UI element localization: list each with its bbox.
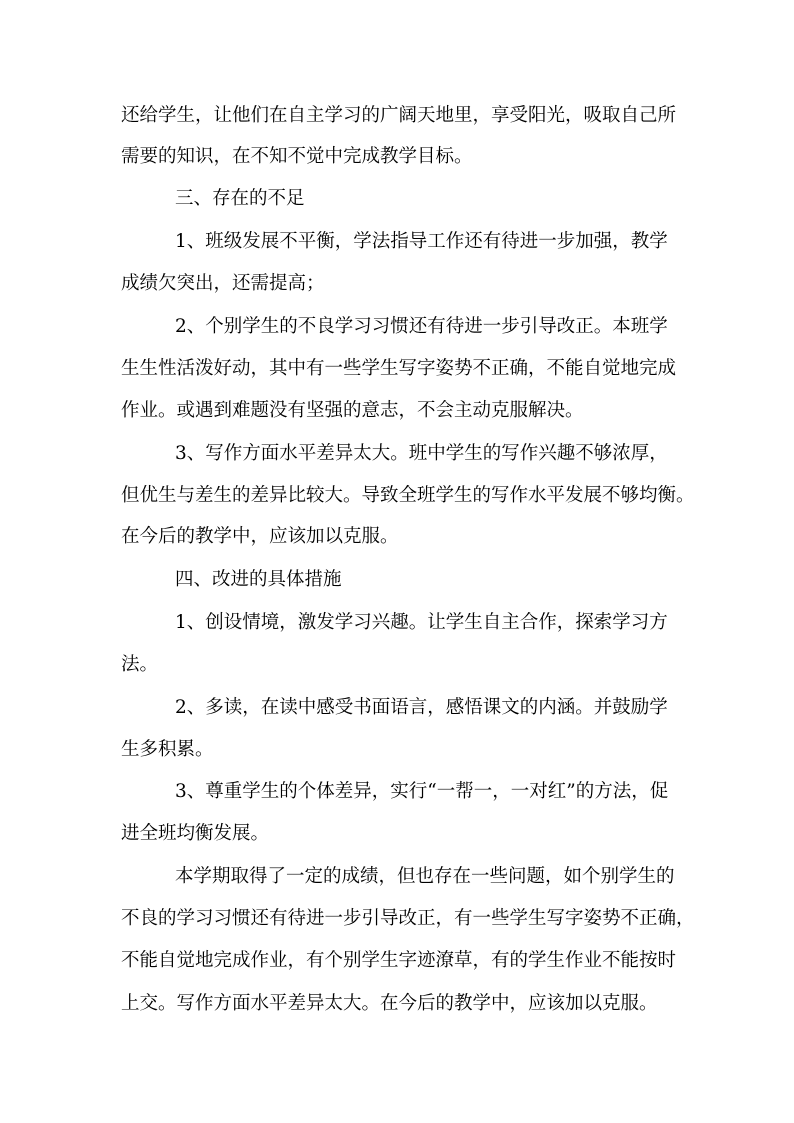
line-text: 作业。或遇到难题没有坚强的意志，不会主动克服解决。	[121, 400, 584, 421]
paragraph-line	[0, 605, 794, 641]
paragraph-line	[0, 732, 794, 768]
line-text: 上交。写作方面水平差异太大。在今后的教学中，应该加以克服。	[121, 993, 658, 1014]
line-text: 3、写作方面水平差异太大。班中学生的写作兴趣不够浓厚，	[175, 443, 668, 464]
paragraph-line	[0, 859, 794, 895]
line-text: 需要的知识，在不知不觉中完成教学目标。	[121, 146, 473, 167]
paragraph-line	[0, 816, 794, 852]
line-text: 成绩欠突出，还需提高；	[121, 273, 325, 294]
paragraph-line	[0, 393, 794, 429]
paragraph-line	[0, 139, 794, 175]
line-text: 本学期取得了一定的成绩，但也存在一些问题，如个别学生的	[175, 866, 675, 887]
line-text: 不能自觉地完成作业，有个别学生字迹潦草，有的学生作业不能按时	[121, 950, 677, 971]
paragraph-line	[0, 309, 794, 345]
line-text: 1、班级发展不平衡，学法指导工作还有待进一步加强，教学	[175, 231, 668, 252]
paragraph-line	[0, 986, 794, 1022]
paragraph-line	[0, 266, 794, 302]
line-text: 还给学生，让他们在自主学习的广阔天地里，享受阳光，吸取自己所	[121, 105, 677, 126]
line-text: 1、创设情境，激发学习兴趣。让学生自主合作，探索学习方	[175, 612, 668, 633]
section-heading	[0, 562, 794, 598]
paragraph-line	[0, 647, 794, 683]
line-text: 但优生与差生的差异比较大。导致全班学生的写作水平发展不够均衡。	[121, 485, 695, 506]
line-text: 在今后的教学中，应该加以克服。	[121, 526, 399, 547]
line-text: 法。	[121, 654, 159, 675]
line-text: 进全班均衡发展。	[121, 823, 270, 844]
paragraph-line	[0, 351, 794, 387]
line-text: 四、改进的具体措施	[175, 569, 342, 590]
line-text: 3、尊重学生的个体差异，实行“一帮一，一对红”的方法，促	[175, 781, 669, 802]
line-text: 2、多读，在读中感受书面语言，感悟课文的内涵。并鼓励学	[175, 697, 668, 718]
paragraph-line	[0, 224, 794, 260]
paragraph-line	[0, 774, 794, 810]
line-text: 生多积累。	[121, 739, 214, 760]
paragraph-line	[0, 943, 794, 979]
section-heading	[0, 181, 794, 217]
line-text: 生生性活泼好动，其中有一些学生写字姿势不正确，不能自觉地完成	[121, 358, 677, 379]
paragraph-line	[0, 436, 794, 472]
paragraph-line	[0, 478, 794, 514]
paragraph-line	[0, 901, 794, 937]
paragraph-line	[0, 519, 794, 555]
paragraph-line	[0, 690, 794, 726]
paragraph-line	[0, 98, 794, 134]
line-text: 三、存在的不足	[175, 188, 305, 209]
line-text: 2、个别学生的不良学习习惯还有待进一步引导改正。本班学	[175, 316, 668, 337]
line-text: 不良的学习习惯还有待进一步引导改正，有一些学生写字姿势不正确，	[121, 908, 695, 929]
